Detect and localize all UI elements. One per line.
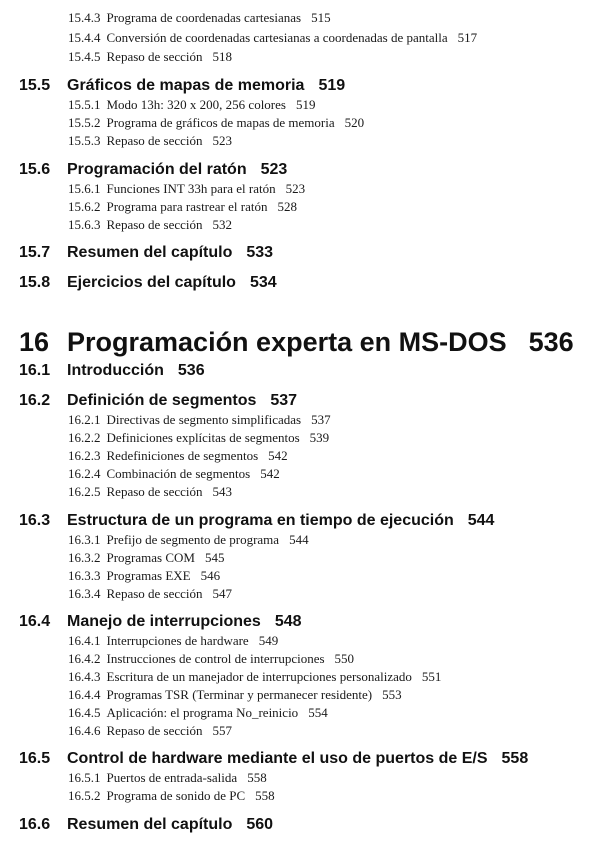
entry-title: Interrupciones de hardware <box>106 633 249 648</box>
section-title: Estructura de un programa en tiempo de ejecución <box>67 512 454 529</box>
toc-section-16-3 <box>19 511 495 531</box>
section-page: 536 <box>177 362 205 379</box>
section-page: 548 <box>274 613 302 630</box>
toc-entry-16-2-1 <box>68 412 331 428</box>
entry-number: 15.6.3 <box>68 217 101 232</box>
section-title: Control de hardware mediante el uso de puertos de E/S <box>67 750 488 767</box>
section-title: Definición de segmentos <box>67 392 257 409</box>
section-title: Gráficos de mapas de memoria <box>67 77 305 94</box>
entry-title: Programas EXE <box>106 568 191 583</box>
entry-title: Modo 13h: 320 x 200, 256 colores <box>106 97 286 112</box>
toc-entry-16-4-6 <box>68 723 232 739</box>
entry-page: 519 <box>295 97 316 112</box>
toc-entry-16-5-1 <box>68 770 267 786</box>
toc-entry-16-2-2 <box>68 430 329 446</box>
toc-section-16-2 <box>19 391 298 411</box>
section-title: Resumen del capítulo <box>67 816 233 833</box>
toc-entry-16-4-5 <box>68 705 328 721</box>
entry-number: 16.4.5 <box>68 705 101 720</box>
section-title: Resumen del capítulo <box>67 244 233 261</box>
entry-number: 16.5.2 <box>68 788 101 803</box>
entry-title: Conversión de coordenadas cartesianas a coordenadas de pantalla <box>106 30 448 45</box>
section-number: 16.3 <box>19 512 51 529</box>
entry-title: Programa de gráficos de mapas de memoria <box>106 115 335 130</box>
entry-number: 16.3.4 <box>68 586 101 601</box>
toc-entry-16-2-4 <box>68 466 280 482</box>
entry-title: Programa de sonido de PC <box>106 788 246 803</box>
entry-number: 16.3.1 <box>68 532 101 547</box>
toc-entry-16-3-3 <box>68 568 220 584</box>
toc-section-15-6 <box>19 160 288 180</box>
entry-page: 545 <box>204 550 225 565</box>
entry-page: 523 <box>285 181 306 196</box>
toc-entry-15-6-2 <box>68 199 297 215</box>
toc-chapter-16 <box>19 326 574 358</box>
toc-entry-15-5-3 <box>68 133 232 149</box>
toc-section-16-5 <box>19 749 529 769</box>
entry-page: 546 <box>200 568 221 583</box>
entry-page: 554 <box>308 705 328 720</box>
toc-entry-15-6-3 <box>68 217 232 233</box>
toc-section-15-8 <box>19 273 277 293</box>
entry-title: Repaso de sección <box>106 49 203 64</box>
entry-number: 16.3.3 <box>68 568 101 583</box>
entry-number: 16.4.4 <box>68 687 101 702</box>
entry-title: Programas TSR (Terminar y permanecer residente) <box>106 687 373 702</box>
toc-entry-15-4-5 <box>68 49 232 65</box>
toc-entry-16-2-3 <box>68 448 288 464</box>
entry-title: Programas COM <box>106 550 195 565</box>
entry-page: 558 <box>255 788 275 803</box>
entry-number: 16.4.6 <box>68 723 101 738</box>
entry-page: 515 <box>311 10 331 25</box>
entry-number: 15.5.1 <box>68 97 101 112</box>
entry-page: 518 <box>212 49 233 64</box>
toc-section-16-1 <box>19 361 205 381</box>
entry-number: 16.2.1 <box>68 412 101 427</box>
entry-title: Repaso de sección <box>106 723 203 738</box>
entry-number: 15.4.5 <box>68 49 101 64</box>
entry-page: 528 <box>277 199 297 214</box>
entry-page: 517 <box>457 30 478 45</box>
entry-title: Programa de coordenadas cartesianas <box>106 10 302 25</box>
section-title: Manejo de interrupciones <box>67 613 261 630</box>
entry-page: 553 <box>382 687 402 702</box>
section-number: 16.6 <box>19 816 51 833</box>
section-number: 15.7 <box>19 244 51 261</box>
entry-page: 523 <box>212 133 233 148</box>
entry-title: Repaso de sección <box>106 484 203 499</box>
entry-title: Puertos de entrada-salida <box>106 770 238 785</box>
section-page: 519 <box>318 77 346 94</box>
section-number: 16.1 <box>19 362 51 379</box>
toc-entry-16-3-2 <box>68 550 224 566</box>
section-number: 15.5 <box>19 77 51 94</box>
entry-title: Escritura de un manejador de interrupciones personalizado <box>106 669 412 684</box>
section-page: 523 <box>260 161 288 178</box>
toc-entry-15-6-1 <box>68 181 305 197</box>
entry-title: Directivas de segmento simplificadas <box>106 412 302 427</box>
toc-entry-15-5-1 <box>68 97 315 113</box>
entry-page: 537 <box>311 412 331 427</box>
entry-title: Repaso de sección <box>106 133 203 148</box>
entry-page: 544 <box>289 532 309 547</box>
entry-title: Redefiniciones de segmentos <box>106 448 259 463</box>
toc-entry-15-4-3 <box>68 10 331 26</box>
section-page: 558 <box>501 750 529 767</box>
entry-title: Programa para rastrear el ratón <box>106 199 268 214</box>
entry-number: 16.4.2 <box>68 651 101 666</box>
section-page: 544 <box>467 512 495 529</box>
entry-page: 550 <box>334 651 355 666</box>
section-page: 560 <box>246 816 274 833</box>
entry-number: 16.2.3 <box>68 448 101 463</box>
entry-number: 15.4.4 <box>68 30 101 45</box>
entry-number: 15.6.2 <box>68 199 101 214</box>
section-page: 533 <box>246 244 274 261</box>
toc-section-15-5 <box>19 76 346 96</box>
chapter-page: 536 <box>528 327 574 357</box>
chapter-title: Programación experta en MS-DOS <box>67 327 507 357</box>
entry-title: Aplicación: el programa No_reinicio <box>106 705 299 720</box>
entry-number: 15.5.3 <box>68 133 101 148</box>
toc-entry-16-4-1 <box>68 633 278 649</box>
entry-page: 542 <box>268 448 288 463</box>
entry-page: 539 <box>309 430 330 445</box>
entry-title: Definiciones explícitas de segmentos <box>106 430 300 445</box>
entry-number: 15.4.3 <box>68 10 101 25</box>
toc-entry-16-4-2 <box>68 651 354 667</box>
entry-page: 557 <box>212 723 233 738</box>
toc-entry-15-4-4 <box>68 30 477 46</box>
section-page: 537 <box>270 392 298 409</box>
toc-entry-16-2-5 <box>68 484 232 500</box>
section-page: 534 <box>249 274 277 291</box>
toc-section-15-7 <box>19 243 274 263</box>
entry-title: Repaso de sección <box>106 586 203 601</box>
toc-entry-16-4-4 <box>68 687 402 703</box>
toc-entry-16-3-4 <box>68 586 232 602</box>
entry-page: 532 <box>212 217 233 232</box>
entry-number: 15.5.2 <box>68 115 101 130</box>
entry-page: 551 <box>421 669 442 684</box>
section-number: 16.4 <box>19 613 51 630</box>
entry-number: 16.2.4 <box>68 466 101 481</box>
chapter-number: 16 <box>19 327 50 357</box>
entry-page: 558 <box>247 770 267 785</box>
entry-title: Repaso de sección <box>106 217 203 232</box>
section-number: 15.6 <box>19 161 51 178</box>
toc-entry-15-5-2 <box>68 115 364 131</box>
toc-section-16-6 <box>19 815 274 835</box>
section-number: 15.8 <box>19 274 51 291</box>
section-number: 16.5 <box>19 750 51 767</box>
toc-entry-16-4-3 <box>68 669 441 685</box>
entry-page: 547 <box>212 586 233 601</box>
entry-number: 15.6.1 <box>68 181 101 196</box>
section-number: 16.2 <box>19 392 51 409</box>
entry-number: 16.4.1 <box>68 633 101 648</box>
entry-page: 549 <box>258 633 279 648</box>
section-title: Ejercicios del capítulo <box>67 274 236 291</box>
toc-entry-16-5-2 <box>68 788 275 804</box>
toc-entry-16-3-1 <box>68 532 309 548</box>
entry-page: 542 <box>260 466 280 481</box>
entry-number: 16.3.2 <box>68 550 101 565</box>
entry-number: 16.2.2 <box>68 430 101 445</box>
section-title: Programación del ratón <box>67 161 247 178</box>
entry-number: 16.4.3 <box>68 669 101 684</box>
toc-section-16-4 <box>19 612 302 632</box>
entry-title: Instrucciones de control de interrupciones <box>106 651 325 666</box>
entry-title: Funciones INT 33h para el ratón <box>106 181 276 196</box>
entry-number: 16.5.1 <box>68 770 101 785</box>
entry-title: Prefijo de segmento de programa <box>106 532 280 547</box>
section-title: Introducción <box>67 362 164 379</box>
entry-page: 520 <box>344 115 365 130</box>
entry-number: 16.2.5 <box>68 484 101 499</box>
entry-page: 543 <box>212 484 233 499</box>
entry-title: Combinación de segmentos <box>106 466 251 481</box>
